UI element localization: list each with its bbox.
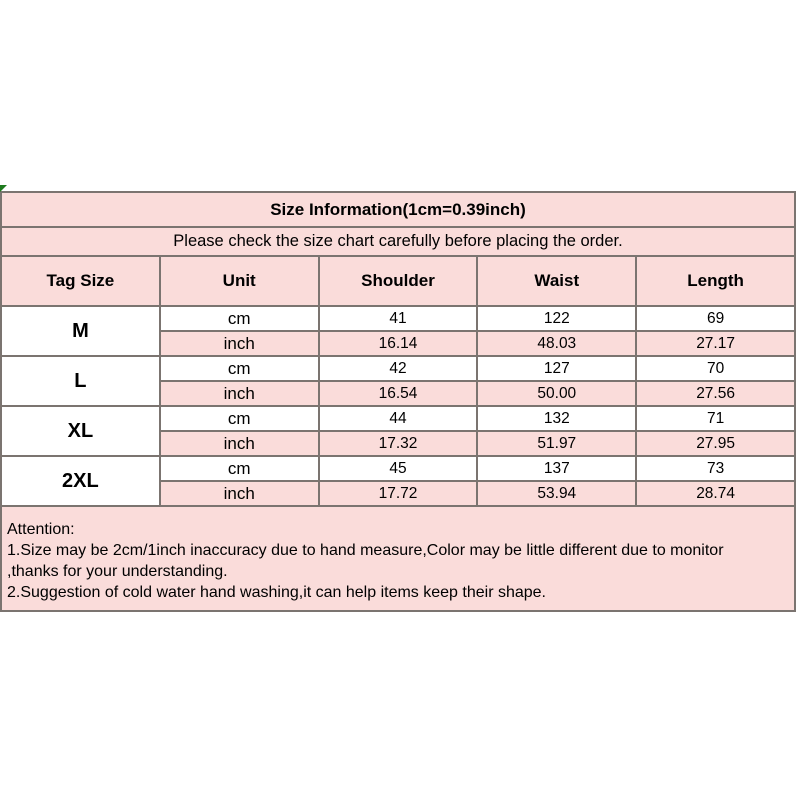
- subtitle-row: [1, 227, 795, 256]
- waist-value: 137: [477, 456, 636, 481]
- waist-value: 127: [477, 356, 636, 381]
- column-header-length: Length: [636, 256, 795, 306]
- attention-line-2: ,thanks for your understanding.: [7, 563, 228, 580]
- table-row-m-cm: [1, 306, 795, 331]
- shoulder-value: 17.32: [319, 431, 478, 456]
- size-chart-title: Size Information(1cm=0.39inch): [1, 192, 795, 227]
- shoulder-value: 45: [319, 456, 478, 481]
- size-table: [0, 191, 796, 507]
- waist-value: 122: [477, 306, 636, 331]
- length-value: 27.95: [636, 431, 795, 456]
- length-value: 69: [636, 306, 795, 331]
- attention-line-3: 2.Suggestion of cold water hand washing,it can help items keep their shape.: [7, 584, 546, 601]
- attention-note: [0, 507, 796, 612]
- shoulder-value: 16.14: [319, 331, 478, 356]
- attention-heading: Attention:: [7, 521, 75, 538]
- tag-size-cell-2xl: 2XL: [1, 456, 160, 506]
- table-row-2xl-cm: [1, 456, 795, 481]
- unit-cell-cm: cm: [160, 356, 319, 381]
- title-row: [1, 192, 795, 227]
- unit-cell-cm: cm: [160, 406, 319, 431]
- shoulder-value: 16.54: [319, 381, 478, 406]
- length-value: 70: [636, 356, 795, 381]
- length-value: 73: [636, 456, 795, 481]
- unit-cell-cm: cm: [160, 456, 319, 481]
- tag-size-cell-xl: XL: [1, 406, 160, 456]
- length-value: 28.74: [636, 481, 795, 506]
- shoulder-value: 17.72: [319, 481, 478, 506]
- waist-value: 51.97: [477, 431, 636, 456]
- length-value: 27.56: [636, 381, 795, 406]
- length-value: 27.17: [636, 331, 795, 356]
- unit-cell-inch: inch: [160, 431, 319, 456]
- table-row-xl-cm: [1, 406, 795, 431]
- unit-cell-inch: inch: [160, 331, 319, 356]
- column-header-unit: Unit: [160, 256, 319, 306]
- unit-cell-inch: inch: [160, 381, 319, 406]
- length-value: 71: [636, 406, 795, 431]
- size-chart-subtitle: Please check the size chart carefully before placing the order.: [1, 227, 795, 256]
- waist-value: 48.03: [477, 331, 636, 356]
- attention-line-1: 1.Size may be 2cm/1inch inaccuracy due to hand measure,Color may be little different due to monitor: [7, 542, 724, 559]
- shoulder-value: 41: [319, 306, 478, 331]
- header-row: [1, 256, 795, 306]
- column-header-waist: Waist: [477, 256, 636, 306]
- column-header-tag-size: Tag Size: [1, 256, 160, 306]
- unit-cell-cm: cm: [160, 306, 319, 331]
- green-corner-marker: [0, 185, 7, 192]
- waist-value: 132: [477, 406, 636, 431]
- unit-cell-inch: inch: [160, 481, 319, 506]
- size-chart: [0, 191, 796, 612]
- tag-size-cell-l: L: [1, 356, 160, 406]
- table-row-l-cm: [1, 356, 795, 381]
- waist-value: 50.00: [477, 381, 636, 406]
- waist-value: 53.94: [477, 481, 636, 506]
- column-header-shoulder: Shoulder: [319, 256, 478, 306]
- shoulder-value: 42: [319, 356, 478, 381]
- tag-size-cell-m: M: [1, 306, 160, 356]
- shoulder-value: 44: [319, 406, 478, 431]
